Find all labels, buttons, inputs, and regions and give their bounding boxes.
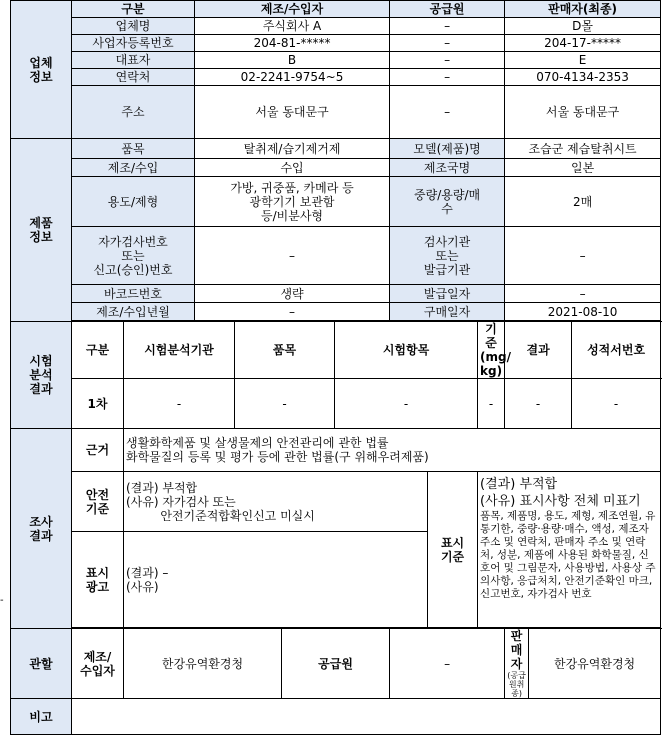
product-country: 일본 [505,159,661,177]
label-model: 모델(제품)명 [390,139,505,159]
product-item: 탈취제/습기제거제 [195,139,390,159]
label-purchase-date: 구매일자 [390,303,505,321]
header-maker: 제조/수입자 [195,1,390,18]
test-header-item: 품목 [235,322,335,379]
test-institute: - [124,379,235,429]
label-basis: 근거 [72,429,124,472]
section-survey-result: 조사 결과 [11,429,72,629]
supplier-company-name: – [390,18,505,35]
label-jurisdiction-seller-cell [505,629,529,699]
test-item: - [235,379,335,429]
label-inspection-agency: 검사기관 또는 발급기관 [390,227,505,285]
test-test-item: - [335,379,478,429]
label-jurisdiction-maker: 제조/ 수입자 [72,629,124,699]
product-manufacture-date: – [195,303,390,321]
section-remarks: 비고 [11,699,72,735]
maker-ceo: B [195,52,390,69]
label-item: 품목 [72,139,195,159]
seller-ceo: E [505,52,661,69]
maker-contact: 02-2241-9754~5 [195,69,390,86]
survey-advertising: (결과) – (사유) [124,532,428,628]
label-company-name: 업체명 [72,18,195,35]
maker-address: 서울 동대문구 [195,86,390,139]
label-labeling-standard: 표시 기준 [428,472,478,628]
survey-labeling-cell [478,472,661,628]
test-header-test-item: 시험항목 [335,322,478,379]
supplier-ceo: – [390,52,505,69]
label-safety-standard: 안전 기준 [72,472,124,532]
seller-company-name: D몰 [505,18,661,35]
product-purchase-date: 2021-08-10 [505,303,661,321]
label-jurisdiction-seller: 판매 자 [510,629,523,671]
label-jurisdiction-seller-sub: (공급원취 종) [507,671,526,698]
jurisdiction-seller: 한강유역환경청 [529,629,661,699]
label-contact: 연락처 [72,69,195,86]
supplier-address: – [390,86,505,139]
label-barcode: 바코드번호 [72,285,195,303]
header-category: 구분 [72,1,195,18]
label-jurisdiction-supplier: 공급원 [282,629,390,699]
test-header-standard: 기준(mg/ kg) [478,322,505,379]
maker-business-number: 204-81-***** [195,35,390,52]
maker-company-name: 주식회사 A [195,18,390,35]
label-issue-date: 발급일자 [390,285,505,303]
label-country: 제조국명 [390,159,505,177]
label-quantity: 중량/용량/매 수 [390,177,505,227]
label-business-number: 사업자등록번호 [72,35,195,52]
seller-address: 서울 동대문구 [505,86,661,139]
side-mark: - [0,595,4,606]
jurisdiction-maker: 한강유역환경청 [124,629,282,699]
header-supplier: 공급원 [390,1,505,18]
seller-business-number: 204-17-***** [505,35,661,52]
survey-safety-standard: (결과) 부적합 (사유) 자가검사 또는 안전기준적합확인신고 미실시 [124,472,428,532]
supplier-business-number: – [390,35,505,52]
test-result: - [505,379,572,429]
test-header-report-number: 성적서번호 [572,322,661,379]
product-certification-number: – [195,227,390,285]
product-model: 조습군 제습탈취시트 [505,139,661,159]
product-inspection-agency: – [505,227,661,285]
survey-basis: 생활화학제품 및 살생물제의 안전관리에 관한 법률 화학물질의 등록 및 평가 등에 관한 법률(구 위해우려제품) [124,429,661,472]
section-product-info: 제품 정보 [11,139,72,322]
product-issue-date: – [505,285,661,303]
test-header-category: 구분 [72,322,124,379]
label-address: 주소 [72,86,195,139]
label-advertising: 표시 광고 [72,532,124,628]
product-usage: 가방, 귀중품, 카메라 등 광학기기 보관함 등/비분사형 [195,177,390,227]
section-jurisdiction: 관할 [11,629,72,699]
label-ceo: 대표자 [72,52,195,69]
supplier-contact: – [390,69,505,86]
seller-contact: 070-4134-2353 [505,69,661,86]
section-test-result: 시험 분석 결과 [11,322,72,429]
test-header-institute: 시험분석기관 [124,322,235,379]
product-manufacture-type: 수입 [195,159,390,177]
label-manufacture-type: 제조/수입 [72,159,195,177]
test-report-number: - [572,379,661,429]
section-company-info: 업체 정보 [11,1,72,139]
product-quantity: 2매 [505,177,661,227]
test-standard: - [478,379,505,429]
test-header-result: 결과 [505,322,572,379]
product-barcode: 생략 [195,285,390,303]
remarks-value [72,699,661,735]
report-table [10,0,661,735]
label-manufacture-date: 제조/수입년월 [72,303,195,321]
header-seller: 판매자(최종) [505,1,661,18]
label-certification-number: 자가검사번호 또는 신고(승인)번호 [72,227,195,285]
jurisdiction-supplier: – [390,629,505,699]
survey-labeling-detail: 품목, 제품명, 용도, 제형, 제조연월, 유통기한, 중량·용량·매수, 액성, 제조자 주소 및 연락처, 판매자 주소 및 연락처, 성분, 제품에 사용된 화학물질, 신호어 및 그림문자, 사용방법, 사용상 주의사항, 응급처치, 안전기준확인 마크, 신고번호, 자가검사 번호 [480,510,656,600]
survey-labeling-result: (결과) 부적합 (사유) 표시사항 전체 미표기 [480,477,641,509]
label-usage: 용도/제형 [72,177,195,227]
test-round: 1차 [72,379,124,429]
